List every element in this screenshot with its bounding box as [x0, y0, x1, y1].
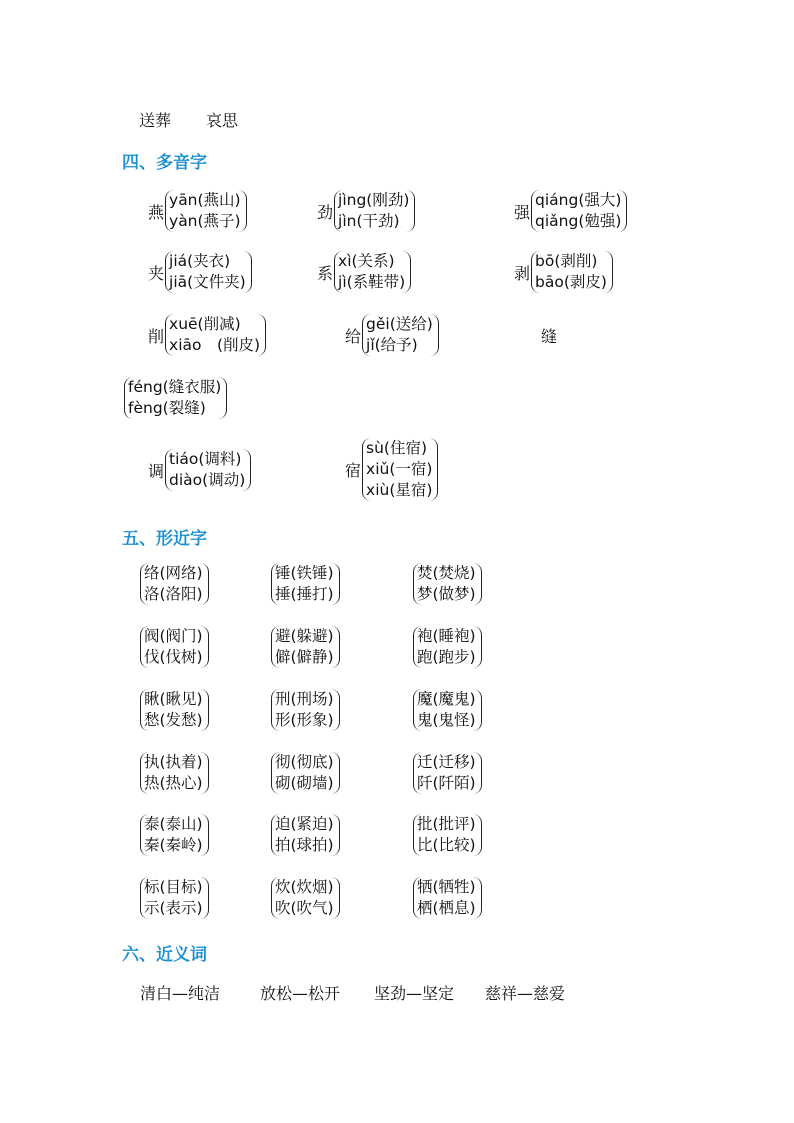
similar-item: 锤(铁锤): [275, 564, 334, 582]
similar-item: 吹(吹气): [275, 899, 334, 917]
similar-item: 比(比较): [417, 836, 476, 854]
top-word-1: 送葬: [139, 111, 172, 130]
polyphonic-entry-xue: [148, 314, 266, 356]
similar-item: 焚(焚烧): [417, 564, 476, 582]
polyphonic-entry-yan: [148, 190, 247, 232]
similar-group: [271, 626, 340, 668]
similar-group: [140, 689, 209, 731]
reading: xiù(星宿): [366, 481, 433, 499]
reading: bāo(剥皮): [535, 273, 607, 291]
similar-item: 标(目标): [144, 878, 203, 896]
reading-brace: [531, 190, 627, 232]
similar-group: [140, 877, 209, 919]
reading-brace: [165, 251, 252, 293]
similar-group: [271, 563, 340, 605]
reading: diào(调动): [169, 471, 246, 489]
polyphonic-char: 夹: [148, 263, 165, 283]
similar-item: 砌(砌墙): [275, 774, 334, 792]
similar-item: 捶(捶打): [275, 585, 334, 603]
similar-item: 梦(做梦): [417, 585, 476, 603]
reading-brace: [165, 190, 247, 232]
polyphonic-entry-tiao: [148, 449, 251, 491]
polyphonic-entry-jing: [317, 190, 415, 232]
section-title-synonyms: 六、近义词: [122, 945, 207, 965]
similar-group: [413, 689, 482, 731]
similar-item: 僻(僻静): [275, 648, 334, 666]
reading-brace: [165, 449, 251, 491]
similar-item: 刑(刑场): [275, 690, 334, 708]
reading-brace: [362, 314, 439, 356]
reading: xuē(削减): [169, 315, 241, 333]
similar-item: 伐(伐树): [144, 648, 203, 666]
polyphonic-char: 剥: [514, 263, 531, 283]
similar-item: 袍(睡袍): [417, 627, 476, 645]
similar-group: [140, 563, 209, 605]
reading: qiǎng(勉强): [535, 212, 622, 230]
reading: jìn(干劲): [338, 212, 400, 230]
similar-item: 炊(炊烟): [275, 878, 334, 896]
section-title-similar-chars: 五、形近字: [122, 529, 207, 549]
reading-brace: [531, 251, 613, 293]
reading: gěi(送给): [366, 315, 433, 333]
synonym-pair: 放松—松开: [260, 984, 341, 1003]
similar-item: 鬼(鬼怪): [417, 711, 476, 729]
reading: xiāo (削皮): [169, 336, 261, 354]
similar-group: [271, 877, 340, 919]
reading-brace: [334, 251, 411, 293]
polyphonic-char: 强: [514, 202, 531, 222]
polyphonic-char: 系: [317, 263, 334, 283]
similar-group: [413, 814, 482, 856]
similar-item: 络(网络): [144, 564, 203, 582]
reading: xiǔ(一宿): [366, 460, 433, 478]
reading-brace: [165, 314, 266, 356]
similar-group: [140, 626, 209, 668]
polyphonic-char: 削: [148, 326, 165, 346]
synonym-pair: 清白—纯洁: [140, 984, 221, 1003]
polyphonic-entry-feng-readings: [124, 377, 227, 419]
polyphonic-entry-xi: [317, 251, 411, 293]
polyphonic-entry-bo: [514, 251, 613, 293]
similar-group: [271, 689, 340, 731]
reading: xì(关系): [338, 252, 395, 270]
polyphonic-entry-gei: [345, 314, 439, 356]
reading-brace: [334, 190, 415, 232]
reading: yān(燕山): [169, 191, 241, 209]
section-title-polyphonic: 四、多音字: [122, 153, 207, 173]
reading: tiáo(调料): [169, 450, 242, 468]
polyphonic-entry-su: [345, 438, 438, 501]
similar-item: 避(躲避): [275, 627, 334, 645]
similar-group: [413, 877, 482, 919]
similar-group: [413, 563, 482, 605]
similar-item: 瞅(瞅见): [144, 690, 203, 708]
polyphonic-entry-qiang: [514, 190, 627, 232]
reading: jìng(刚劲): [338, 191, 410, 209]
reading: jì(系鞋带): [338, 273, 406, 291]
reading-brace: [124, 377, 227, 419]
reading: jiá(夹衣): [169, 252, 231, 270]
similar-item: 阀(阀门): [144, 627, 203, 645]
similar-item: 迁(迁移): [417, 753, 476, 771]
similar-group: [271, 814, 340, 856]
similar-item: 阡(阡陌): [417, 774, 476, 792]
similar-group: [413, 752, 482, 794]
top-word-2: 哀思: [206, 111, 239, 130]
similar-group: [271, 752, 340, 794]
polyphonic-char-feng: 缝: [541, 327, 558, 346]
synonym-pair: 慈祥—慈爱: [485, 984, 566, 1003]
similar-group: [140, 814, 209, 856]
reading: qiáng(强大): [535, 191, 622, 209]
polyphonic-char: 给: [345, 326, 362, 346]
similar-item: 拍(球拍): [275, 836, 334, 854]
polyphonic-char: 劲: [317, 202, 334, 222]
similar-item: 泰(泰山): [144, 815, 203, 833]
similar-item: 栖(栖息): [417, 899, 476, 917]
reading: sù(住宿): [366, 439, 428, 457]
similar-item: 魔(魔鬼): [417, 690, 476, 708]
polyphonic-entry-jia: [148, 251, 252, 293]
similar-item: 洛(洛阳): [144, 585, 203, 603]
polyphonic-char: 宿: [345, 461, 362, 480]
reading: fèng(裂缝): [128, 399, 206, 417]
reading: yàn(燕子): [169, 212, 241, 230]
polyphonic-char: 调: [148, 461, 165, 481]
similar-item: 愁(发愁): [144, 711, 203, 729]
similar-item: 牺(牺牲): [417, 878, 476, 896]
similar-item: 彻(彻底): [275, 753, 334, 771]
similar-item: 跑(跑步): [417, 648, 476, 666]
similar-group: [140, 752, 209, 794]
similar-item: 秦(秦岭): [144, 836, 203, 854]
reading: féng(缝衣服): [128, 378, 222, 396]
reading: bō(剥削): [535, 252, 598, 270]
synonym-pair: 坚劲—坚定: [374, 984, 455, 1003]
similar-item: 形(形象): [275, 711, 334, 729]
similar-item: 迫(紧迫): [275, 815, 334, 833]
reading: jǐ(给予): [366, 336, 418, 354]
reading: jiā(文件夹): [169, 273, 246, 291]
polyphonic-char: 燕: [148, 202, 165, 222]
similar-group: [413, 626, 482, 668]
similar-item: 热(热心): [144, 774, 203, 792]
similar-item: 批(批评): [417, 815, 476, 833]
similar-item: 示(表示): [144, 899, 203, 917]
similar-item: 执(执着): [144, 753, 203, 771]
reading-brace: [362, 438, 438, 501]
